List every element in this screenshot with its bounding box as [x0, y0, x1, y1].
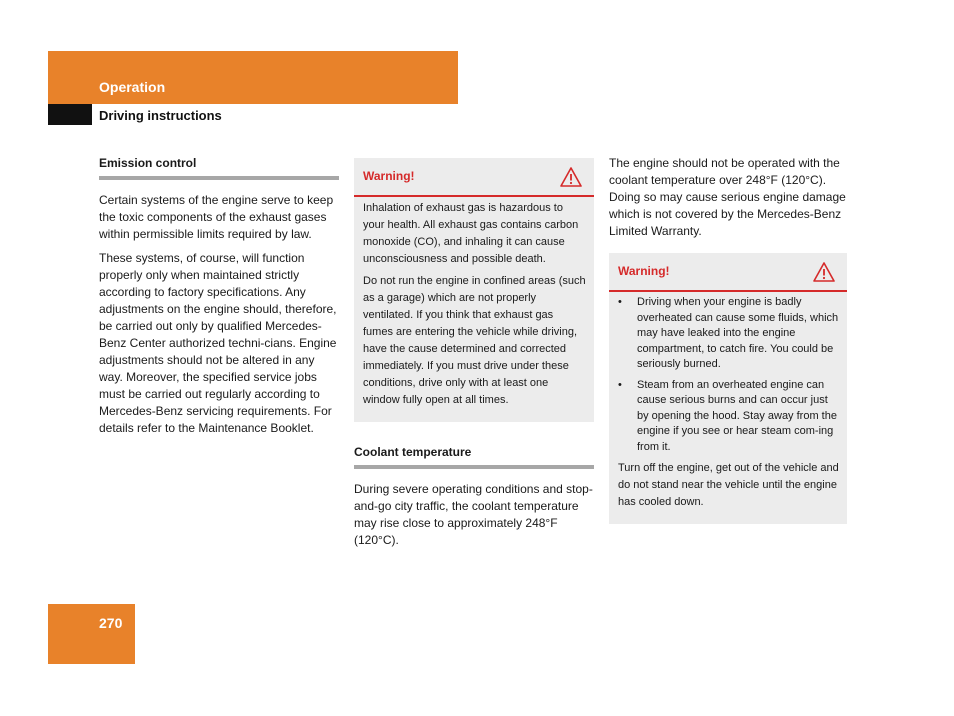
warning-paragraph: Turn off the engine, get out of the vehicle and do not stand near the vehicle until the engine has cooled down.	[618, 462, 839, 508]
page-number-box	[48, 604, 135, 664]
engine-operation-paragraph: The engine should not be operated with the coolant temperature over 248°F (120°C). Doing so may cause serious engine damage which is not covered by the Mercedes-Benz Limited Warranty.	[609, 156, 846, 238]
emission-control-heading: Emission control	[99, 155, 339, 180]
warning-triangle-icon	[813, 262, 835, 282]
emission-paragraph-1: Certain systems of the engine serve to keep the toxic components of the exhaust gases within permissible limits required by law.	[99, 193, 334, 241]
column-3	[609, 155, 847, 524]
overheat-warning-box	[609, 253, 847, 524]
warning-bullet-list	[618, 295, 839, 455]
warning-header	[354, 158, 594, 197]
coolant-paragraph: During severe operating conditions and stop-and-go city traffic, the coolant temperature may rise close to approximately 248°F (120°C).	[354, 482, 593, 547]
column-1	[99, 155, 339, 444]
page-number: 270	[99, 615, 123, 631]
warning-label: Warning!	[618, 264, 670, 278]
warning-triangle-icon	[560, 167, 582, 187]
warning-header	[609, 253, 847, 292]
warning-paragraph: Do not run the engine in confined areas (such as a garage) which are not properly ventilated. If you think that exhaust gas fumes are entering the vehicle while driving, have the cause determined and corrected immediately. If you must drive under these conditions, drive only with at least one window fully open at all times.	[363, 275, 586, 406]
warning-bullet: • Driving when your engine is badly overheated can cause some fluids, which may have leaked into the engine compartment, to catch fire. You could be seriously burned.	[618, 295, 839, 373]
chapter-title: Operation	[99, 79, 166, 95]
section-subtitle: Driving instructions	[99, 108, 222, 123]
emission-paragraph-2: These systems, of course, will function properly only when maintained strictly according to factory specifications. Any adjustments on the engine should, therefore, be carried out only by qualified Mercedes-Benz Center authorized techni-cians. Engine adjustments should not be altered in any way. Moreover, the specified service jobs must be carried out regularly according to Mercedes-Benz servicing requirements. For details refer to the Maintenance Booklet.	[99, 251, 337, 435]
column-2	[354, 158, 594, 556]
exhaust-warning-box	[354, 158, 594, 422]
coolant-temperature-heading: Coolant temperature	[354, 444, 594, 469]
warning-label: Warning!	[363, 169, 415, 183]
section-marker	[48, 104, 92, 125]
header-band	[48, 51, 458, 104]
warning-paragraph: Inhalation of exhaust gas is hazardous to your health. All exhaust gas contains carbon monoxide (CO), and inhaling it can cause unconsciousness and possible death.	[363, 202, 579, 265]
warning-bullet: • Steam from an overheated engine can cause serious burns and can occur just by opening the hood. Stay away from the engine if you see or hear steam com-ing from it.	[618, 378, 839, 456]
